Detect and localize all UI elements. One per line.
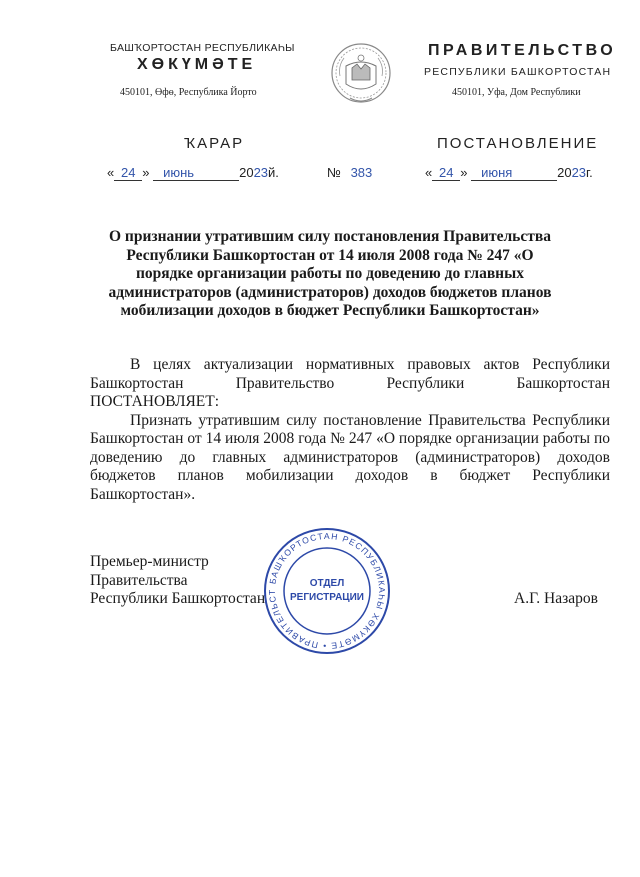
document-body (90, 356, 610, 504)
header-left-government: ХӨКҮМӘТЕ (137, 56, 257, 73)
signature-block (90, 553, 265, 609)
header-right-address: 450101, Уфа, Дом Республики (452, 87, 581, 98)
signature-position-line1: Премьер-министр (90, 553, 209, 570)
doc-type-left: ҠАРАР (184, 135, 245, 152)
date-right-year-prefix: 20 (557, 165, 572, 180)
stamp-center-line1: ОТДЕЛ (309, 578, 345, 589)
date-left-month: июнь (153, 166, 239, 181)
header-left-republic: БАШҠОРТОСТАН РЕСПУБЛИКАҺЫ (110, 42, 295, 54)
date-left-day: 24 (114, 166, 142, 181)
number-prefix: № (327, 165, 341, 180)
document-number (327, 165, 372, 180)
date-left-suffix: й. (268, 165, 279, 180)
body-paragraph-1 (90, 356, 610, 393)
date-right-suffix: г. (586, 165, 593, 180)
date-right-close-quote: » (460, 165, 468, 180)
date-left-year-prefix: 20 (239, 165, 254, 180)
date-right (425, 165, 593, 181)
date-right-month: июня (471, 166, 557, 181)
date-left-close-quote: » (142, 165, 150, 180)
date-left-year: 23 (253, 165, 269, 180)
date-right-open-quote: « (425, 165, 433, 180)
body-paragraph-1-text: В целях актуализации нормативных правовых актов Республики Башкортостан Правительство Республики Башкортостан (90, 356, 610, 392)
body-paragraph-2: Признать утратившим силу постановление Правительства Республики Башкортостан от 14 июля 2008 года № 247 «О порядке организации работы по доведению до главных администраторов (администраторов) доходов бюджетов планов мобилизации доходов в бюджет Республики Башкортостан». (90, 411, 610, 503)
registration-stamp (262, 526, 392, 656)
doc-type-right: ПОСТАНОВЛЕНИЕ (437, 135, 599, 152)
header-right-government: ПРАВИТЕЛЬСТВО (428, 42, 617, 59)
date-right-day: 24 (432, 166, 460, 181)
date-right-year: 23 (571, 165, 587, 180)
stamp-outer-text: БАШҠОРТОСТАН РЕСПУБЛИКАҺЫ ХӨКҮМӘТЕ • ПРАВИТЕЛЬСТ (266, 530, 388, 652)
header-right-republic: РЕСПУБЛИКИ БАШКОРТОСТАН (424, 66, 612, 78)
date-left (107, 165, 279, 181)
body-paragraph-1-ending: ПОСТАНОВЛЯЕТ: (90, 393, 220, 410)
signature-name: А.Г. Назаров (514, 590, 598, 607)
signature-position-line2: Правительства (90, 571, 188, 589)
stamp-center-line2: РЕГИСТРАЦИИ (290, 592, 364, 603)
date-left-open-quote: « (107, 165, 115, 180)
document-title: О признании утратившим силу постановления Правительства Республики Башкортостан от 14 июля 2008 года № 247 «О порядке организации работы по доведению до главных администраторов (администраторов) доходов бюджетов планов мобилизации доходов в бюджет Республики Башкортостан» (108, 228, 552, 319)
header-left-address: 450101, Өфө, Республика Йорто (120, 87, 257, 98)
number-value: 383 (350, 165, 373, 180)
signature-position-line3: Республики Башкортостан (90, 590, 266, 607)
coat-of-arms-emblem (330, 36, 392, 110)
